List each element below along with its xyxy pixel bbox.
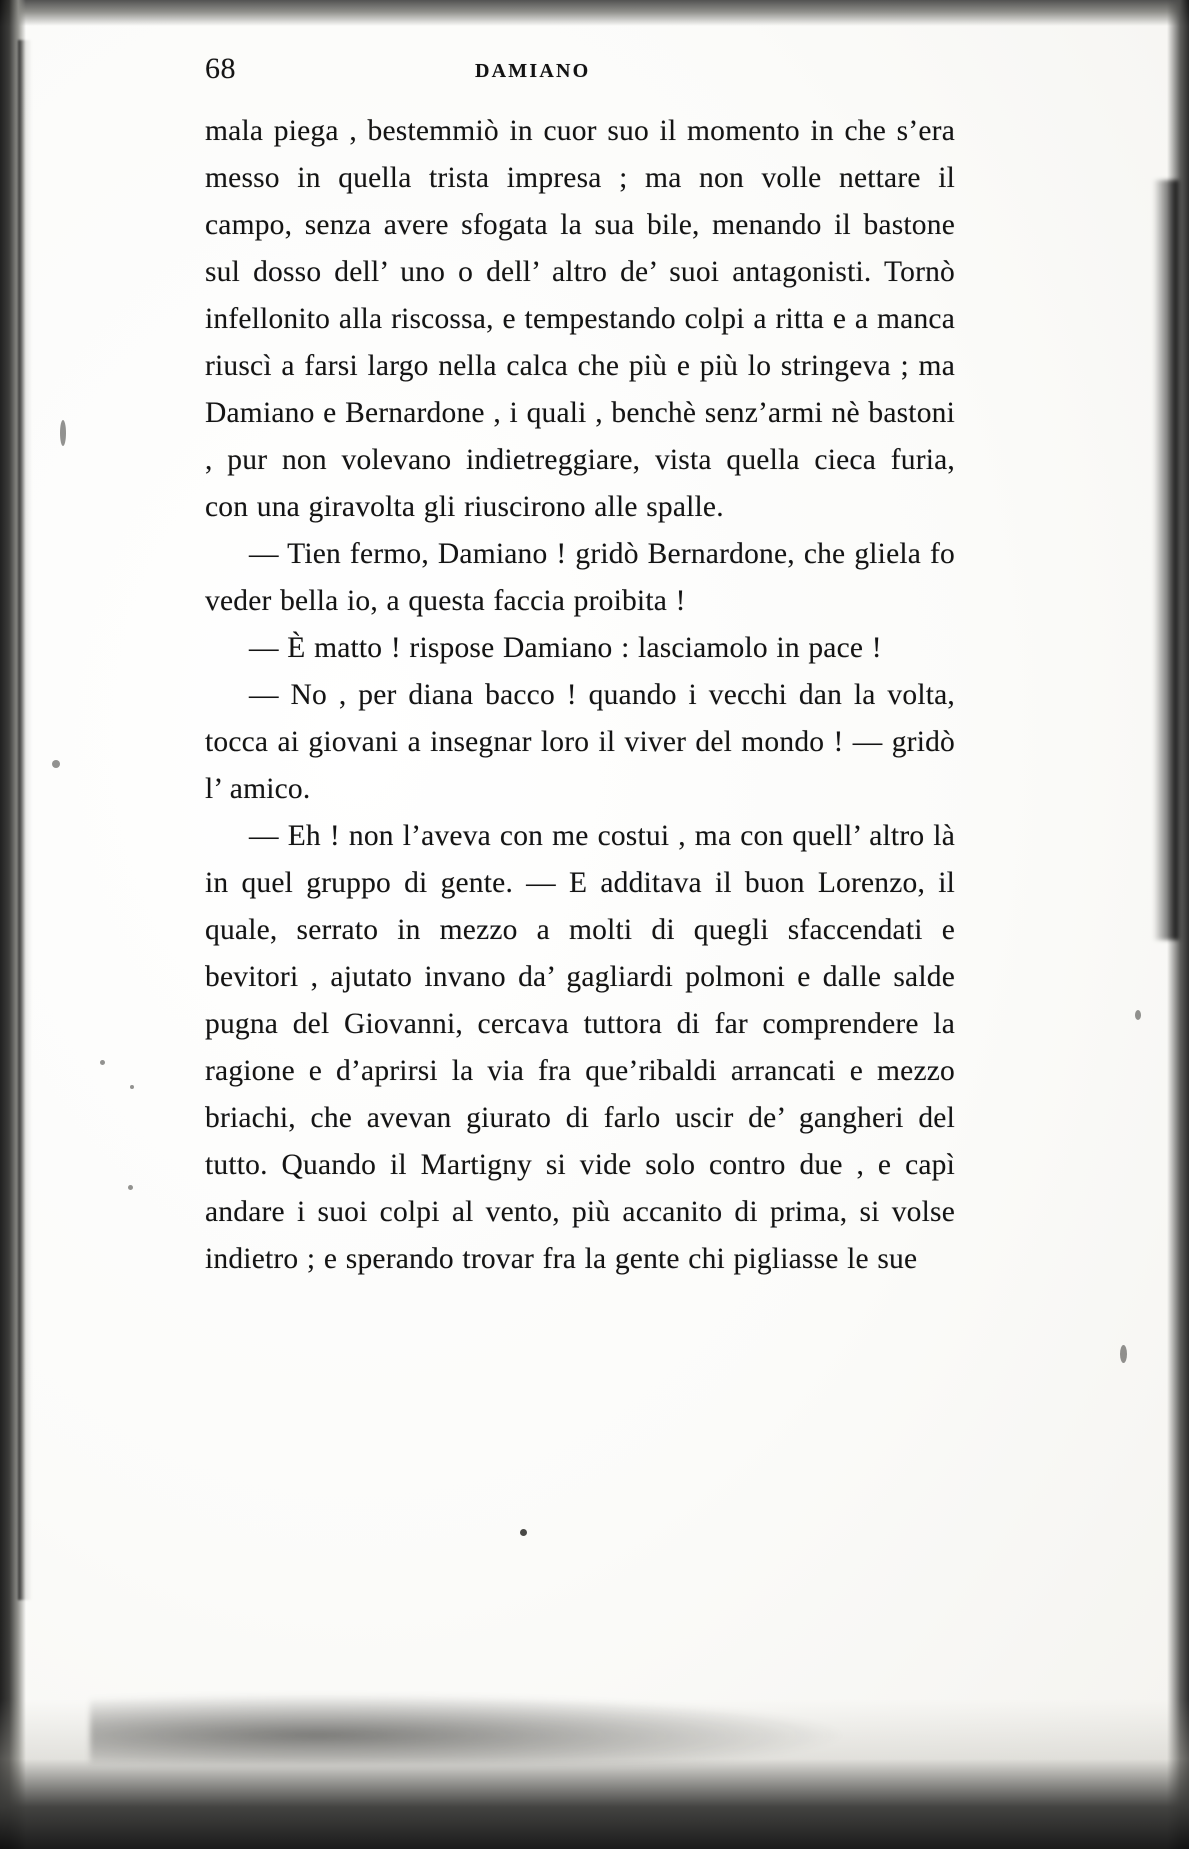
- scan-speck: [100, 1060, 105, 1065]
- scan-speck: [130, 1085, 134, 1089]
- scan-speck: [60, 420, 66, 446]
- body-paragraph: — È matto ! rispose Damiano : lasciamolo in pace !: [249, 632, 882, 664]
- page-ornament-dot: [520, 1529, 527, 1536]
- scan-speck: [1120, 1345, 1127, 1363]
- scan-speck: [1135, 1010, 1141, 1020]
- body-paragraph: — No , per diana bacco ! quando i vecchi dan la volta, tocca ai giovani a insegnar loro il viver del mondo ! — gridò l’ amico.: [205, 679, 955, 805]
- body-paragraph: — Eh ! non l’aveva con me costui , ma con quell’ altro là in quel gruppo di gente. — E additava il buon Lorenzo, il quale, serrato in mezzo a molti di quegli sfaccendati e bevitori , ajutato invano da’ gagliardi polmoni e dalle salde pugna del Giovanni, cercava tuttora di far comprendere la ragione e d’aprirsi la via fra que’ribaldi arrancati e mezzo briachi, che avevan giurato di farlo uscir de’ gangheri del tutto. Quando il Martigny si vide solo contro due , e capì andare i suoi colpi al vento, più accanito di prima, si volse indietro ; e sperando trovar fra la gente chi pigliasse le sue: [205, 820, 955, 1275]
- body-paragraph: — Tien fermo, Damiano ! gridò Bernardone, che gliela fo veder bella io, a questa faccia proibita !: [205, 538, 955, 617]
- page-edge-left-inner: [18, 40, 32, 1600]
- page-bottom-smudge: [90, 1693, 850, 1763]
- page-header: [205, 52, 955, 98]
- page-number: 68: [205, 52, 236, 85]
- scan-speck: [128, 1185, 133, 1190]
- page-text-block: [205, 52, 955, 1283]
- running-head: DAMIANO: [475, 60, 591, 82]
- page-edge-right-shadow: [1153, 180, 1179, 940]
- page-edge-top: [0, 0, 1189, 26]
- body-paragraph: mala piega , bestemmiò in cuor suo il momento in che s’era messo in quella trista impresa ; ma non volle nettare il campo, senza avere sfogata la sua bile, menando il bastone sul dosso dell’ uno o dell’ altro de’ suoi antagonisti. Tornò infellonito alla riscossa, e tempestando colpi a ritta e a manca riuscì a farsi largo nella calca che più e più lo stringeva ; ma Damiano e Bernardone , i quali , benchè senz’armi nè bastoni , pur non volevano indietreggiare, vista quella cieca furia, con una giravolta gli riuscirono alle spalle.: [205, 115, 955, 523]
- scan-speck: [52, 760, 60, 768]
